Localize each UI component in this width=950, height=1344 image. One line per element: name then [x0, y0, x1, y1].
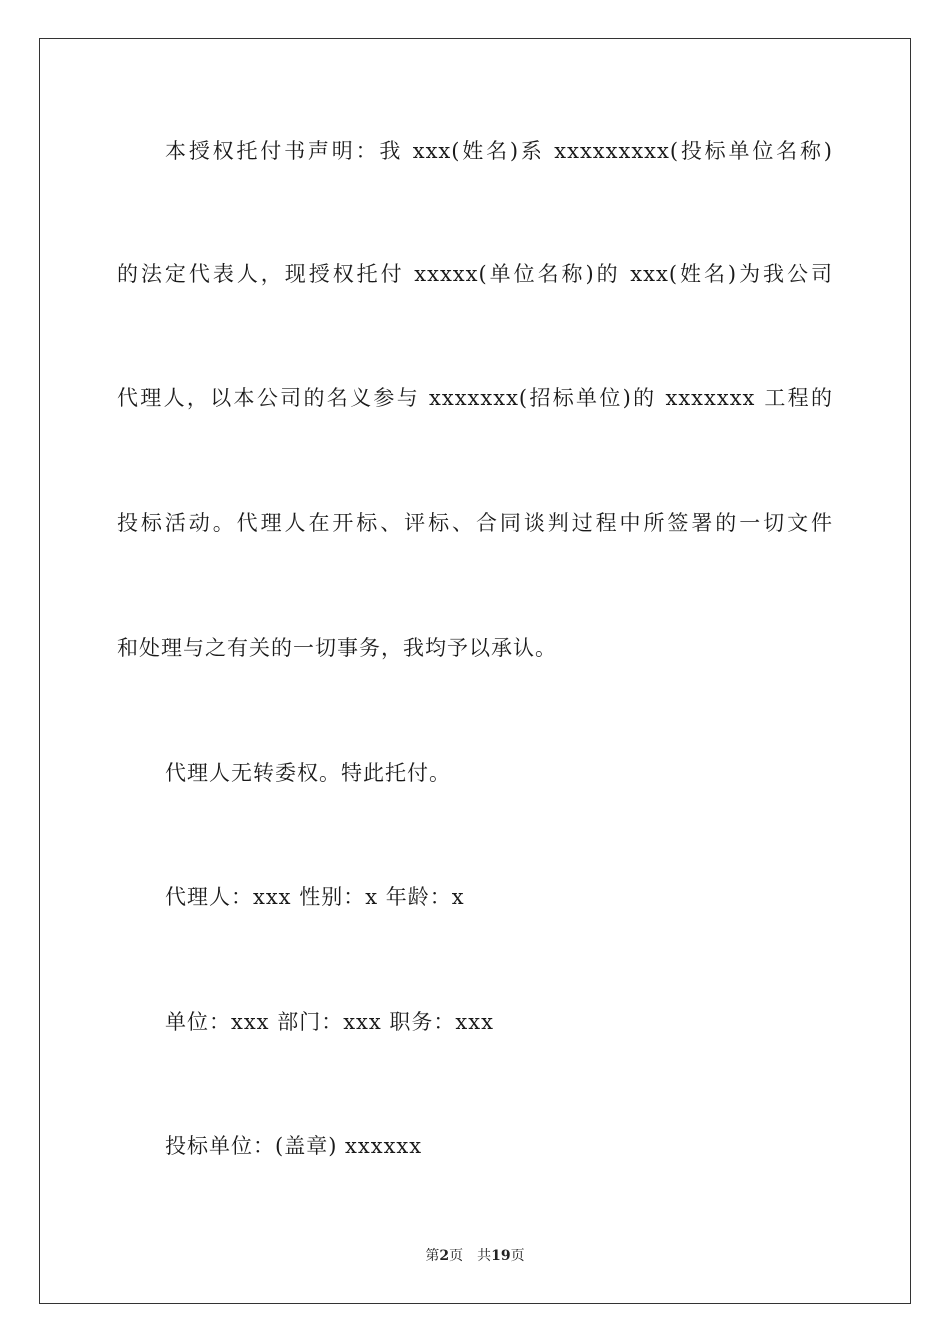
paragraph-1-line-1: 本授权托付书声明：我 xxx(姓名)系 xxxxxxxxx(投标单位名称) [165, 139, 833, 163]
page-border [39, 38, 911, 1304]
footer-total-pages: 19 [491, 1248, 511, 1264]
bidding-unit-line: 投标单位：(盖章) xxxxxx [165, 1134, 423, 1158]
footer-total-suffix: 页 [510, 1248, 525, 1264]
footer-total-prefix: 共 [477, 1248, 492, 1264]
footer-page-suffix: 页 [449, 1248, 464, 1264]
paragraph-1-line-3: 代理人，以本公司的名义参与 xxxxxxx(招标单位)的 xxxxxxx 工程的 [117, 386, 833, 410]
agent-info-line: 代理人：xxx 性别：x 年龄：x [165, 885, 465, 909]
page-footer [0, 1246, 950, 1266]
footer-current-page: 2 [439, 1248, 450, 1264]
unit-info-line: 单位：xxx 部门：xxx 职务：xxx [165, 1010, 494, 1034]
footer-page-prefix: 第 [425, 1248, 440, 1264]
paragraph-1-line-2: 的法定代表人，现授权托付 xxxxx(单位名称)的 xxx(姓名)为我公司 [117, 262, 833, 286]
paragraph-1-line-5: 和处理与之有关的一切事务，我均予以承认。 [117, 636, 557, 660]
paragraph-2: 代理人无转委权。特此托付。 [165, 761, 451, 785]
paragraph-1-line-4: 投标活动。代理人在开标、评标、合同谈判过程中所签署的一切文件 [117, 511, 833, 535]
